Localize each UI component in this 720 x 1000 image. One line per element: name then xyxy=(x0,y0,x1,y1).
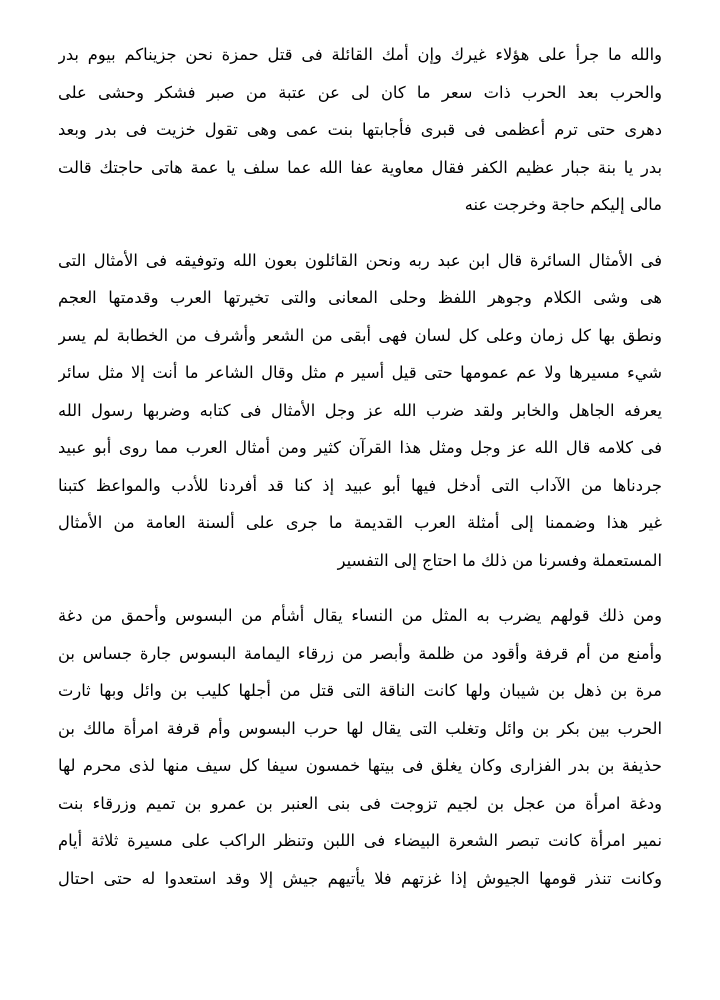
text-line: دهرى حتى ترم أعظمى فى قبرى فأجابتها بنت عمى وهى تقول خزيت فى بدر وبعد xyxy=(58,120,662,139)
text-line: غير هذا وضممنا إلى أمثلة العرب القديمة ما جرى على ألسنة العامة من الأمثال xyxy=(58,513,662,532)
paragraph-1 xyxy=(58,36,662,224)
text-line: حذيفة بن بدر الفزارى وكان يغلق فى بيتها خمسون سيفا كل سيف منها لذى محرم لها xyxy=(58,756,662,775)
text-line: يعرفه الجاهل والخابر ولقد ضرب الله عز وجل الأمثال فى كتابه وضربها رسول الله xyxy=(58,400,662,420)
paragraph-3 xyxy=(58,597,662,897)
text-line: والحرب بعد الحرب ذات سعر ما كان لى عن عتبة من صبر فشكر وحشى على xyxy=(58,82,662,102)
text-line: المستعملة وفسرنا من ذلك ما احتاج إلى التفسير xyxy=(337,550,662,570)
text-line: ودغة امرأة من عجل بن لجيم تزوجت فى بنى العنبر بن عمرو بن تميم وزرقاء بنت xyxy=(58,793,662,813)
text-line: وكانت تنذر قومها الجيوش إذا غزتهم فلا يأتيهم جيش إلا وقد استعدوا له حتى احتال xyxy=(58,868,662,888)
text-line: جردناها من الآداب التى أدخل فيها أبو عبيد إذ كنا قد أفردنا للأدب والمواعظ كتبنا xyxy=(58,475,662,495)
text-line: الحرب بين بكر بن وائل وتغلب التى يقال لها حرب البسوس وأم قرفة امرأة مالك بن xyxy=(58,718,662,738)
text-line: شيء مسيرها ولا عم عمومها حتى قيل أسير م مثل وقال الشاعر ما أنت إلا مثل سائر xyxy=(58,363,662,382)
text-line: ومن ذلك قولهم يضرب به المثل من النساء يقال أشأم من البسوس وأحمق من دغة xyxy=(58,606,662,625)
text-line: وأمنع من أم قرفة وأقود من ظلمة وأبصر من زرقاء اليمامة البسوس جارة جساس بن xyxy=(58,643,662,663)
text-line: ونطق بها كل زمان وعلى كل لسان فهى أبقى من الشعر وأشرف من الخطابة لم يسر xyxy=(58,325,662,345)
text-line: نمير امرأة كانت تبصر الشعرة البيضاء فى اللبن وتنظر الراكب على مسيرة ثلاثة أيام xyxy=(58,831,662,850)
text-line: بدر يا بنة جبار عظيم الكفر فقال معاوية عفا الله عما سلف يا عمة هاتى حاجتك قالت xyxy=(58,157,662,177)
text-line: مالى إليكم حاجة وخرجت عنه xyxy=(464,195,662,214)
text-line: والله ما جرأ على هؤلاء غيرك وإن أمك القائلة فى قتل حمزة نحن جزيناكم بيوم بدر xyxy=(58,45,662,64)
text-line: فى كلامه قال الله عز وجل ومثل هذا القرآن كثير ومن أمثال العرب مما روى أبو عبيد xyxy=(58,438,662,457)
document-page xyxy=(58,36,662,915)
text-line: هى وشى الكلام وجوهر اللفظ وحلى المعانى والتى تخيرتها العرب وقدمتها العجم xyxy=(58,288,662,307)
paragraph-2 xyxy=(58,242,662,580)
text-line: فى الأمثال السائرة قال ابن عبد ربه ونحن القائلون بعون الله وتوفيقه فى الأمثال التى xyxy=(58,250,662,270)
text-line: مرة بن ذهل بن شيبان ولها كانت الناقة التى قتل من أجلها كليب بن وائل وبها ثارت xyxy=(58,681,662,700)
